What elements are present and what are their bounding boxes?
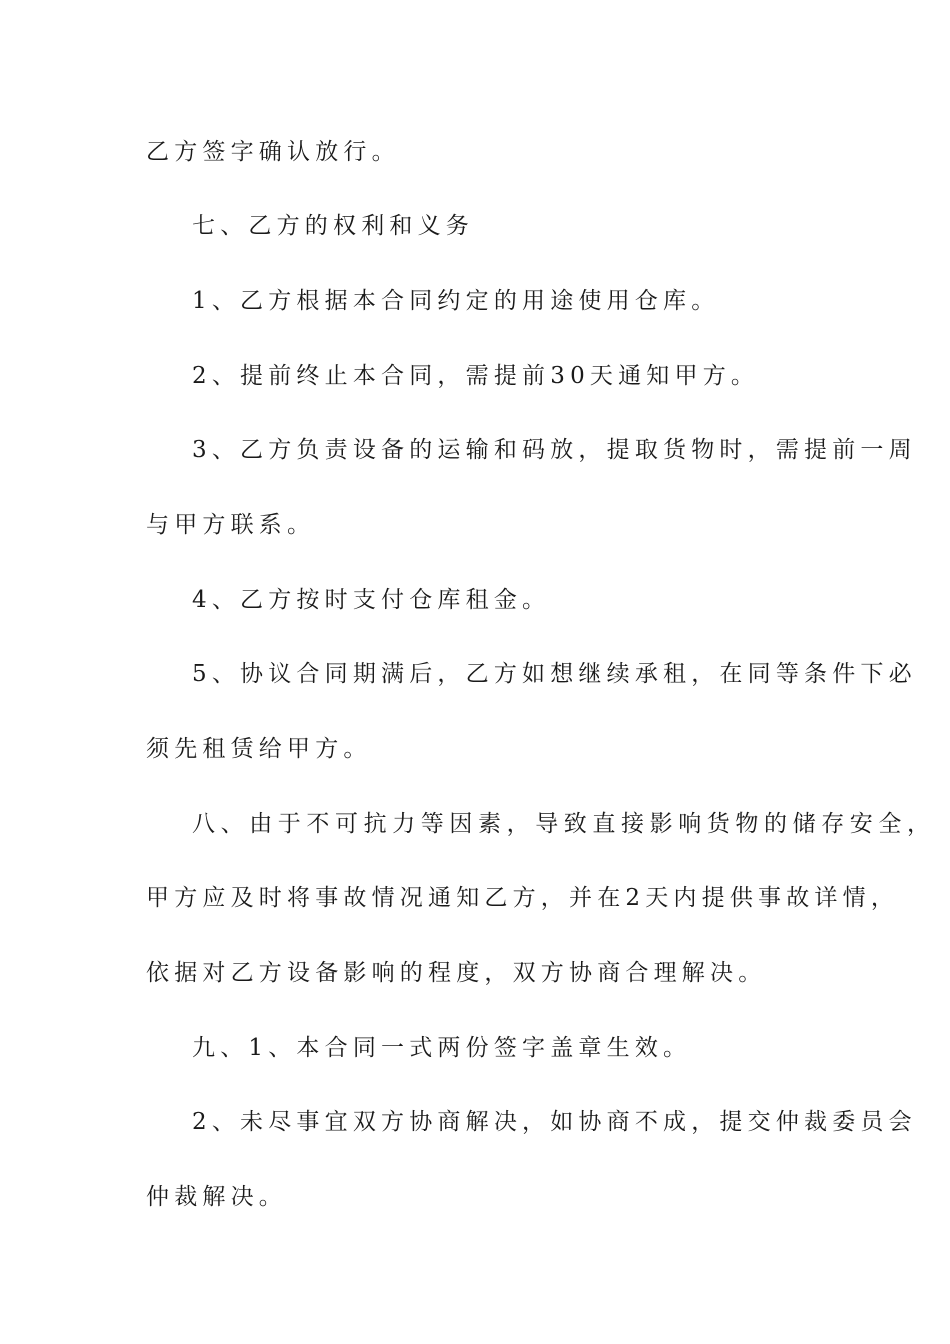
clause-7-1: 1、乙方根据本合同约定的用途使用仓库。 xyxy=(192,288,720,314)
clause-9-2-line-1: 2、未尽事宜双方协商解决，如协商不成，提交仲裁委员会 xyxy=(192,1109,917,1135)
clause-7-4: 4、乙方按时支付仓库租金。 xyxy=(192,587,551,613)
clause-7-5-line-2: 须先租赁给甲方。 xyxy=(146,736,372,762)
clause-7-3-line-2: 与甲方联系。 xyxy=(146,512,316,538)
clause-9-2-line-2: 仲裁解决。 xyxy=(146,1184,287,1210)
section-8-line-1: 八、由于不可抗力等因素，导致直接影响货物的储存安全， xyxy=(192,811,936,837)
section-8-line-2: 甲方应及时将事故情况通知乙方，并在2天内提供事故详情， xyxy=(146,885,900,911)
paragraph-continuation-line: 乙方签字确认放行。 xyxy=(146,139,400,165)
section-heading-7: 七、乙方的权利和义务 xyxy=(192,213,474,239)
clause-7-2: 2、提前终止本合同，需提前30天通知甲方。 xyxy=(192,363,760,389)
clause-7-5-line-1: 5、协议合同期满后，乙方如想继续承租，在同等条件下必 xyxy=(192,661,917,687)
section-8-line-3: 依据对乙方设备影响的程度，双方协商合理解决。 xyxy=(146,960,767,986)
section-9-clause-1: 九、1、本合同一式两份签字盖章生效。 xyxy=(192,1035,692,1061)
clause-7-3-line-1: 3、乙方负责设备的运输和码放，提取货物时，需提前一周 xyxy=(192,437,917,463)
